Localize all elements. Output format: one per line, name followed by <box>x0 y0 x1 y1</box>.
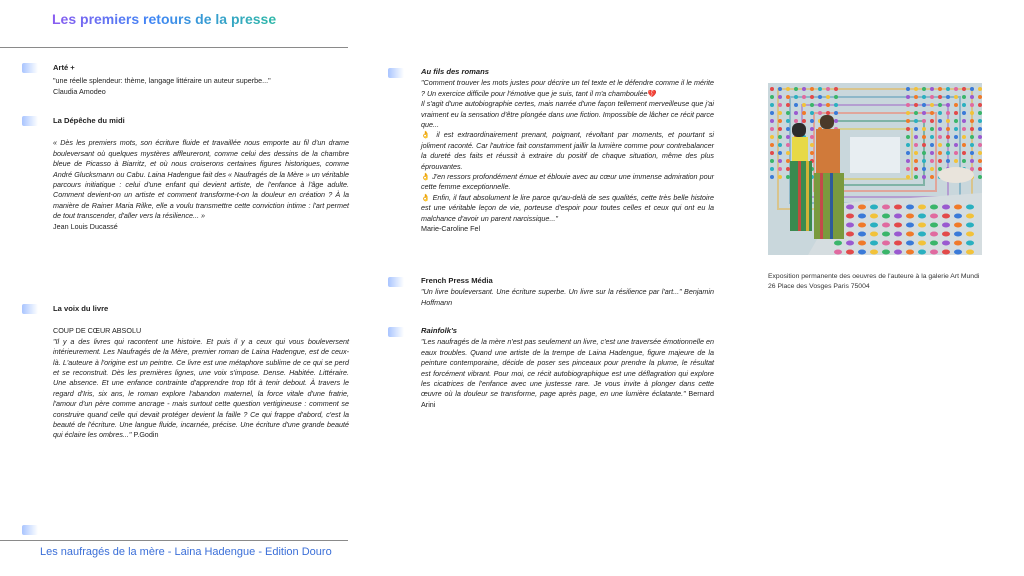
floor-dot <box>870 232 878 237</box>
painting-dot <box>914 135 918 139</box>
painting-dot <box>906 95 910 99</box>
painting-dot <box>770 87 774 91</box>
painting-dot <box>930 159 934 163</box>
painting-dot <box>938 127 942 131</box>
floor-dot <box>846 241 854 246</box>
painting-dot <box>946 103 950 107</box>
painting-dot <box>778 119 782 123</box>
painting-dot <box>922 143 926 147</box>
painting-dot <box>802 111 806 115</box>
painting-dot <box>938 151 942 155</box>
painting-dot <box>938 111 942 115</box>
painting-dot <box>970 135 974 139</box>
painting-dot <box>978 151 982 155</box>
painting-dot <box>906 159 910 163</box>
painting-dot <box>938 87 942 91</box>
painting-dot <box>794 95 798 99</box>
painting-dot <box>970 103 974 107</box>
painting-dot <box>970 119 974 123</box>
floor-dot <box>894 232 902 237</box>
painting-dot <box>922 103 926 107</box>
painting-dot <box>786 143 790 147</box>
painting-dot <box>922 119 926 123</box>
review-source: La Dépêche du midi <box>53 116 125 125</box>
painting-dot <box>954 143 958 147</box>
review-french-press <box>421 276 714 308</box>
painting-dot <box>954 103 958 107</box>
painting-dot <box>970 151 974 155</box>
footer-text: Les naufragés de la mère - Laina Hadengue - Edition Douro <box>40 546 332 558</box>
painting-dot <box>954 159 958 163</box>
painting-dot <box>978 135 982 139</box>
floor-dot <box>870 241 878 246</box>
painting-illustration <box>768 83 982 255</box>
painting-dot <box>778 159 782 163</box>
page-title: Les premiers retours de la presse <box>52 11 277 27</box>
review-source: Arté + <box>53 63 75 72</box>
painting-dot <box>978 143 982 147</box>
painting-dot <box>914 167 918 171</box>
painting-dot <box>978 103 982 107</box>
painting-dot <box>914 159 918 163</box>
painting-dot <box>786 111 790 115</box>
floor-dot <box>858 232 866 237</box>
floor-dot <box>906 223 914 228</box>
painting-dot <box>978 119 982 123</box>
floor-dot <box>966 250 974 255</box>
ok-hand-icon: 👌 <box>421 172 431 182</box>
floor-dot <box>954 232 962 237</box>
floor-dot <box>930 241 938 246</box>
floor-dot <box>870 214 878 219</box>
painting-dot <box>906 119 910 123</box>
painting-dot <box>962 127 966 131</box>
painting-dot <box>818 87 822 91</box>
painting-dot <box>786 127 790 131</box>
review-paragraph: Enfin, il faut absolument le lire parce qu'au-delà de ses qualités, cette très belle histoire est une véritable leçon de vie, porteuse d'espoir pour toutes celles et ceux qui ont eu la malchance d'avoir un parent narcissique..." <box>421 192 714 223</box>
painting-dot <box>906 111 910 115</box>
painting-dot <box>954 87 958 91</box>
painting-dot <box>770 135 774 139</box>
painting-dot <box>906 103 910 107</box>
painting-dot <box>834 95 838 99</box>
painting-dot <box>786 119 790 123</box>
painting-dot <box>930 87 934 91</box>
review-author: Jean Louis Ducassé <box>53 221 118 231</box>
painting-dot <box>978 95 982 99</box>
painting-dot <box>786 95 790 99</box>
review-paragraph: il est extraordinairement prenant, poignant, révoltant par moments, et pourtant si joliment raconté. Car l'autrice fait constamment jaillir la lumière comme pour contrebalancer la dureté des faits et réussit à extraire du positif de chaque situation, même des plus éprouvantes. <box>421 130 715 171</box>
review-paragraph: "Comment trouver les mots justes pour décrire un tel texte et le défendre comme il le mérite ? Un exercice difficile pour l'émotive que je suis, tant il m'a chamboulée <box>421 78 714 98</box>
ok-hand-icon: 👌 <box>421 130 433 140</box>
floor-dot <box>918 232 926 237</box>
review-au-fils-des-romans <box>421 67 714 235</box>
painting-dot <box>970 143 974 147</box>
painting-dot <box>794 111 798 115</box>
painting-dot <box>922 151 926 155</box>
floor-dot <box>966 205 974 210</box>
floor-dot <box>894 223 902 228</box>
floor-dot <box>954 223 962 228</box>
floor-dot <box>882 250 890 255</box>
painting-dot <box>938 119 942 123</box>
painting-dot <box>930 135 934 139</box>
floor-dot <box>834 250 842 255</box>
review-quote: "Les naufragés de la mère n'est pas seulement un livre, c'est une traversée émotionnelle en eaux troubles. Quand une artiste de la trempe de Laina Hadengue, figure majeure de la peinture contemporaine, décide de poser ses pinceaux pour prendre la plume, le résultat est forcément vibrant. Pour moi, ce récit autobiographique est une déflagration qui explore les cicatrices de l'enfance avec une justesse rare. Je vous invite à plonger dans cette œuvre où la douleur se transforme, page après page, en une lumière éclatante." <box>421 337 714 399</box>
painting-dot <box>914 143 918 147</box>
painting-dot <box>802 103 806 107</box>
painting-dot <box>778 87 782 91</box>
review-depeche <box>53 116 349 232</box>
floor-dot <box>882 223 890 228</box>
painting-dot <box>826 111 830 115</box>
floor-dot <box>858 205 866 210</box>
painting-dot <box>962 103 966 107</box>
painting-dot <box>954 151 958 155</box>
floor-dot <box>882 241 890 246</box>
top-divider <box>0 47 348 48</box>
floor-dot <box>846 223 854 228</box>
painting-dot <box>810 151 814 155</box>
painting-dot <box>946 143 950 147</box>
painting-dot <box>770 103 774 107</box>
painting-dot <box>938 159 942 163</box>
floor-dot <box>882 205 890 210</box>
painting-dot <box>810 87 814 91</box>
painting-dot <box>946 135 950 139</box>
painting-dot <box>802 95 806 99</box>
floor-dot <box>954 205 962 210</box>
painting-dot <box>778 175 782 179</box>
floor-dot <box>846 232 854 237</box>
painting-dot <box>962 151 966 155</box>
painting-dot <box>978 159 982 163</box>
painting-dot <box>810 103 814 107</box>
painting-dot <box>770 175 774 179</box>
floor-dot <box>966 232 974 237</box>
floor-dot <box>930 205 938 210</box>
bottom-divider <box>0 540 348 541</box>
painting-dot <box>794 119 798 123</box>
painting-dot <box>770 151 774 155</box>
review-author: Bernard Arini <box>421 389 714 409</box>
painting-dot <box>946 111 950 115</box>
floor-dot <box>894 250 902 255</box>
painting-dot <box>970 127 974 131</box>
painting-dot <box>962 119 966 123</box>
floor-dot <box>858 241 866 246</box>
painting-dot <box>922 167 926 171</box>
painting-dot <box>954 111 958 115</box>
painting-dot <box>970 111 974 115</box>
floor-dot <box>870 223 878 228</box>
review-author: Marie-Caroline Fel <box>421 224 481 234</box>
painting-dot <box>906 127 910 131</box>
painting-dot <box>978 87 982 91</box>
painting-dot <box>938 95 942 99</box>
painting-dot <box>922 111 926 115</box>
painting-dot <box>906 87 910 91</box>
floor-dot <box>846 205 854 210</box>
painting-dot <box>770 167 774 171</box>
painting-dot <box>946 127 950 131</box>
painting-dot <box>834 111 838 115</box>
painting-dot <box>946 95 950 99</box>
painting-dot <box>930 103 934 107</box>
painting-dot <box>770 119 774 123</box>
painting-dot <box>954 135 958 139</box>
floor-dot <box>942 250 950 255</box>
painting-dot <box>786 175 790 179</box>
floor-dot <box>894 205 902 210</box>
painting-dot <box>778 151 782 155</box>
painting-dot <box>770 159 774 163</box>
painting-dot <box>770 95 774 99</box>
painting-dot <box>962 143 966 147</box>
floor-dot <box>906 205 914 210</box>
section-marker <box>22 116 38 126</box>
painting-dot <box>914 95 918 99</box>
review-quote: "Il y a des livres qui racontent une histoire. Et puis il y a ceux qui vous bouleversent intérieurement. Les Naufragés de la Mère, premier roman de Laina Hadengue, est de ceux-là. L'auteure à l'origine est un peintre. Ce livre est une métaphore sublime de ce qui se perd et se reconstruit. Dès les premières lignes, une voix s'impose. Dense. Habitée. Littéraire. Une absence. Et une enfance contrainte d'apprendre trop tôt à tenir debout. À travers le regard d'Iris, six ans, le roman explore l'abandon maternel, la force vitale d'une fratrie, l'amour d'un père comme ancrage - mais surtout cette question vertigineuse : comment se construire quand celle qui devait protéger devient la faille ? Ce qui frappe d'abord, c'est la beauté de l'écriture. Une langue fluide, incarnée, précise. Une écriture d'une grande beauté qui éclaire les ombres..." <box>53 336 349 440</box>
painting-dot <box>834 103 838 107</box>
painting-dot <box>914 87 918 91</box>
floor-dot <box>942 223 950 228</box>
floor-dot <box>954 241 962 246</box>
painting-dot <box>930 143 934 147</box>
floor-dot <box>918 223 926 228</box>
floor-dot <box>954 214 962 219</box>
painting-dot <box>786 103 790 107</box>
painting-dot <box>914 127 918 131</box>
floor-dot <box>918 205 926 210</box>
painting-dot <box>914 175 918 179</box>
floor-dot <box>930 223 938 228</box>
review-source: Au fils des romans <box>421 67 489 76</box>
painting-dot <box>778 103 782 107</box>
painting-dot <box>810 111 814 115</box>
floor-dot <box>906 241 914 246</box>
floor-dot <box>882 214 890 219</box>
floor-dot <box>918 241 926 246</box>
painting-dot <box>818 95 822 99</box>
painting-dot <box>954 127 958 131</box>
painting-dot <box>786 135 790 139</box>
floor-dot <box>906 214 914 219</box>
review-paragraph: J'en ressors profondément émue et éblouie avec au cœur une immense admiration pour cette femme exceptionnelle. <box>421 172 714 192</box>
painting-dot <box>818 103 822 107</box>
painting-dot <box>978 111 982 115</box>
review-quote: « Dès les premiers mots, son écriture fluide et travaillée nous emporte au fil d'un drame bouleversant où quelques mystères affleureront, comme celui des dessins de la chambre bleue de Picasso à Biarritz, et où nous croiserons certaines figures historiques, comme André Glucksmann ou Cabu. Laina Hadengue fait des « Naufragés de la Mère » un véritable parcours initiatique : celui d'une enfant qui devient artiste, de l'enfance à l'âge adulte. Comment devient-on un artiste et comment transforme-t-on la douleur en création ? À la manière de Rainer Maria Rilke, elle a voulu transmettre cette conviction intime : l'art permet de tout transcender, d'aller vers la résilience... » <box>53 138 349 221</box>
painting-dot <box>794 103 798 107</box>
painting-dot <box>930 119 934 123</box>
painting-dot <box>930 167 934 171</box>
painting-dot <box>946 87 950 91</box>
floor-dot <box>942 205 950 210</box>
painting-dot <box>946 151 950 155</box>
floor-dot <box>870 205 878 210</box>
painting-dot <box>930 95 934 99</box>
painting-dot <box>778 127 782 131</box>
painting-dot <box>930 111 934 115</box>
painting-dot <box>922 135 926 139</box>
floor-dot <box>858 250 866 255</box>
painting-dot <box>938 143 942 147</box>
painting-dot <box>834 87 838 91</box>
painting-dot <box>802 119 806 123</box>
floor-dot <box>906 250 914 255</box>
painting-dot <box>962 95 966 99</box>
floor-dot <box>906 232 914 237</box>
painting-dot <box>930 175 934 179</box>
painting-dot <box>802 87 806 91</box>
painting-dot <box>810 143 814 147</box>
floor-dot <box>894 241 902 246</box>
floor-dot <box>846 250 854 255</box>
review-voix <box>53 304 349 441</box>
painting-dot <box>970 95 974 99</box>
painting-dot <box>970 159 974 163</box>
floor-dot <box>930 214 938 219</box>
painting-dot <box>978 127 982 131</box>
painting-dot <box>906 143 910 147</box>
painting-dot <box>810 119 814 123</box>
painting-dot <box>914 111 918 115</box>
painting-dot <box>922 159 926 163</box>
floor-dot <box>858 223 866 228</box>
painting-dot <box>962 135 966 139</box>
painting-dot <box>810 127 814 131</box>
review-source: French Press Média <box>421 276 493 285</box>
floor-dot <box>942 214 950 219</box>
review-source: La voix du livre <box>53 304 109 313</box>
painting-dot <box>826 87 830 91</box>
painting-dot <box>946 159 950 163</box>
review-paragraph: Il s'agit d'une autobiographie certes, mais narrée d'une façon tellement merveilleuse que j'ai vraiment eu la sensation d'être plongée dans une fiction. Impossible de lâcher ce récit parce que... <box>421 99 714 130</box>
painting-dot <box>770 127 774 131</box>
painting-dot <box>922 127 926 131</box>
painting-dot <box>938 135 942 139</box>
floor-dot <box>870 250 878 255</box>
review-quote: "une réelle splendeur: thème, langage littéraire un auteur superbe..." <box>53 76 271 86</box>
ok-hand-icon: 👌 <box>421 192 431 202</box>
painting-dot <box>826 95 830 99</box>
floor-dot <box>846 214 854 219</box>
floor-dot <box>834 241 842 246</box>
section-marker <box>388 277 404 287</box>
painting-dot <box>778 143 782 147</box>
painting-dot <box>978 167 982 171</box>
floor-dot <box>942 241 950 246</box>
painting-dot <box>786 151 790 155</box>
painting-dot <box>938 103 942 107</box>
review-source: Rainfolk's <box>421 326 457 335</box>
painting-dot <box>922 95 926 99</box>
painting-dot <box>930 127 934 131</box>
painting-dot <box>962 87 966 91</box>
image-caption: Exposition permanente des oeuvres de l'auteure à la galerie Art Mundi 26 Place des Vosges Paris 75004 <box>768 273 980 290</box>
floor-dot <box>930 250 938 255</box>
floor-dot <box>930 232 938 237</box>
section-marker <box>388 68 404 78</box>
painting-dot <box>818 111 822 115</box>
floor-dot <box>882 232 890 237</box>
review-rainfolks <box>421 326 714 410</box>
painting-dot <box>810 95 814 99</box>
painting-dot <box>962 159 966 163</box>
broken-heart-icon: 💔 <box>647 88 657 98</box>
floor-dot <box>954 250 962 255</box>
section-marker <box>388 327 404 337</box>
painting-dot <box>810 135 814 139</box>
painting-dot <box>906 175 910 179</box>
painting-dot <box>930 151 934 155</box>
review-arte <box>53 63 349 97</box>
review-quote: "Un livre bouleversant. Une écriture superbe. Un livre sur la résilience par l'art..." Benjamin Hoffmann <box>421 287 714 307</box>
painting-dot <box>906 167 910 171</box>
painting-dot <box>914 151 918 155</box>
review-subtitle: COUP DE CŒUR ABSOLU <box>53 326 142 336</box>
floor-dot <box>894 214 902 219</box>
painting-dot <box>922 175 926 179</box>
painting-dot <box>770 143 774 147</box>
painting-dot <box>770 111 774 115</box>
floor-dot <box>942 232 950 237</box>
floor-dot <box>918 250 926 255</box>
painting-dot <box>914 119 918 123</box>
section-marker <box>22 525 38 535</box>
floor-dot <box>966 241 974 246</box>
painting-dot <box>922 87 926 91</box>
painting-dot <box>978 175 982 179</box>
painting-dot <box>954 119 958 123</box>
painting-dot <box>786 159 790 163</box>
painting-image <box>768 83 982 255</box>
painting-dot <box>914 103 918 107</box>
floor-dot <box>858 214 866 219</box>
review-author: P.Godin <box>133 430 159 440</box>
painting-dot <box>906 151 910 155</box>
painting-dot <box>826 103 830 107</box>
section-marker <box>22 304 38 314</box>
section-marker <box>22 63 38 73</box>
painting-dot <box>906 135 910 139</box>
painting-dot <box>786 167 790 171</box>
painting-dot <box>778 95 782 99</box>
painting-dot <box>778 135 782 139</box>
review-author: Claudia Amodeo <box>53 86 106 96</box>
painting-dot <box>962 111 966 115</box>
painting-dot <box>794 87 798 91</box>
painting-dot <box>946 119 950 123</box>
painting-dot <box>786 87 790 91</box>
floor-dot <box>966 223 974 228</box>
floor-dot <box>918 214 926 219</box>
painting-dot <box>970 87 974 91</box>
painting-dot <box>778 167 782 171</box>
painting-dot <box>834 119 838 123</box>
floor-dot <box>966 214 974 219</box>
painting-dot <box>954 95 958 99</box>
painting-dot <box>778 111 782 115</box>
